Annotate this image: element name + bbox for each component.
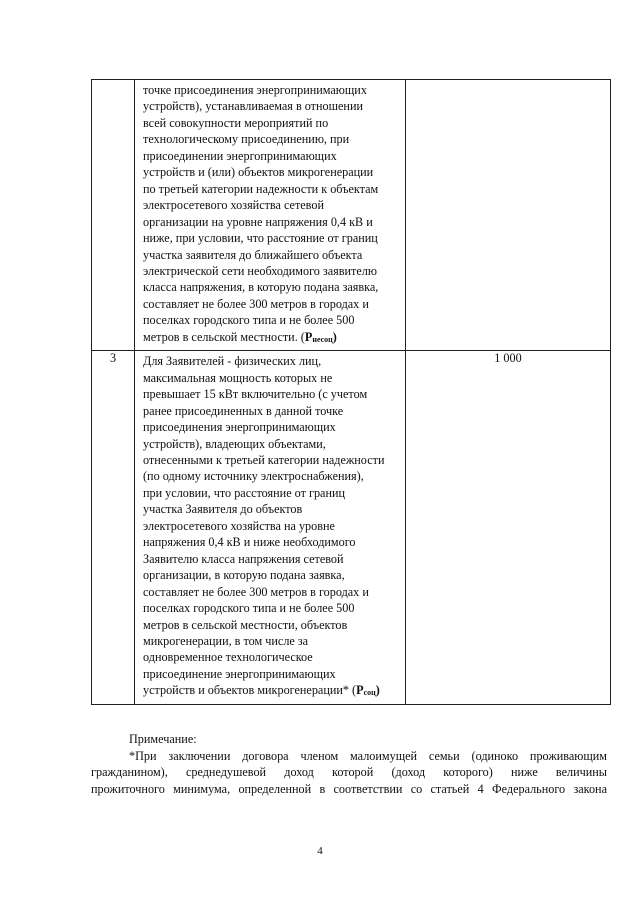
description-line: технологическому присоединению, при: [143, 132, 350, 147]
description-line: точке присоединения энергопринимающих: [143, 83, 367, 97]
description-line: метров в сельской местности, объектов: [143, 617, 348, 632]
description-last-line: устройств и объектов микрогенерации* (Pсоц): [143, 683, 380, 698]
description-line: участка заявителя до ближайшего объекта: [143, 247, 363, 262]
description-line: ранее присоединенных в данной точке: [143, 403, 344, 418]
description-line: электросетевого хозяйства на уровне: [143, 518, 335, 533]
description-last-line: метров в сельской местности. (Pнесоц): [143, 329, 337, 344]
description-line: поселках городского типа и не более 500: [143, 313, 355, 328]
tariff-table: [91, 79, 611, 705]
description-line: организации на уровне напряжения 0,4 кВ и: [143, 214, 373, 229]
description-cell: [135, 80, 406, 351]
description-line: всей совокупности мероприятий по: [143, 115, 329, 130]
description-line: поселках городского типа и не более 500: [143, 601, 355, 616]
note-block: [91, 731, 607, 798]
description-line: класса напряжения, в которую подана заявка,: [143, 280, 379, 295]
note-line: *При заключении договора членом малоимущей семьи (одиноко проживающим: [129, 748, 607, 763]
note-heading: Примечание:: [129, 732, 197, 746]
description-line: ниже, при условии, что расстояние от границ: [143, 231, 378, 246]
description-line: Для Заявителей - физических лиц,: [143, 354, 322, 369]
description-line: организации, в которую подана заявка,: [143, 568, 345, 583]
description-line: устройств и (или) объектов микрогенерации: [143, 165, 374, 180]
note-line: прожиточного минимума, определенной в соответствии со статьей 4 Федерального закона: [91, 782, 607, 797]
note-line: гражданином), среднедушевой доход которой (доход которого) ниже величины: [91, 765, 607, 780]
description-line: по третьей категории надежности к объектам: [143, 181, 379, 196]
note-paragraph: [91, 748, 607, 798]
table-row: [92, 80, 611, 351]
description-line: напряжения 0,4 кВ и ниже необходимого: [143, 535, 356, 550]
description-line: Заявителю класса напряжения сетевой: [143, 551, 344, 566]
description-text: [135, 351, 405, 704]
page-number: 4: [317, 845, 323, 857]
description-line: присоединении энергопринимающих: [143, 148, 337, 163]
description-line: устройств), владеющих объектами,: [143, 436, 326, 451]
description-line: максимальная мощность которых не: [143, 370, 333, 385]
description-line: участка Заявителя до объектов: [143, 502, 303, 517]
description-text: [135, 80, 405, 350]
value-cell: 1 000: [406, 351, 611, 705]
value-cell: [406, 80, 611, 351]
description-line: присоединение энергопринимающих: [143, 666, 336, 681]
description-line: превышает 15 кВт включительно (с учетом: [143, 387, 368, 402]
description-line: присоединения энергопринимающих: [143, 420, 336, 435]
description-line: электрической сети необходимого заявителю: [143, 263, 377, 278]
row-number-cell: [92, 80, 135, 351]
description-line: при условии, что расстояние от границ: [143, 485, 346, 500]
description-line: одновременное технологическое: [143, 650, 313, 665]
description-line: микрогенерации, в том числе за: [143, 633, 309, 648]
description-line: составляет не более 300 метров в городах и: [143, 584, 369, 599]
description-line: электросетевого хозяйства сетевой: [143, 198, 324, 213]
row-number-cell: 3: [92, 351, 135, 705]
table-row: [92, 351, 611, 705]
description-line: устройств), устанавливаемая в отношении: [143, 99, 363, 114]
description-cell: [135, 351, 406, 705]
description-line: составляет не более 300 метров в городах и: [143, 296, 369, 311]
description-line: (по одному источнику электроснабжения),: [143, 469, 364, 484]
description-line: отнесенными к третьей категории надежности: [143, 452, 385, 467]
